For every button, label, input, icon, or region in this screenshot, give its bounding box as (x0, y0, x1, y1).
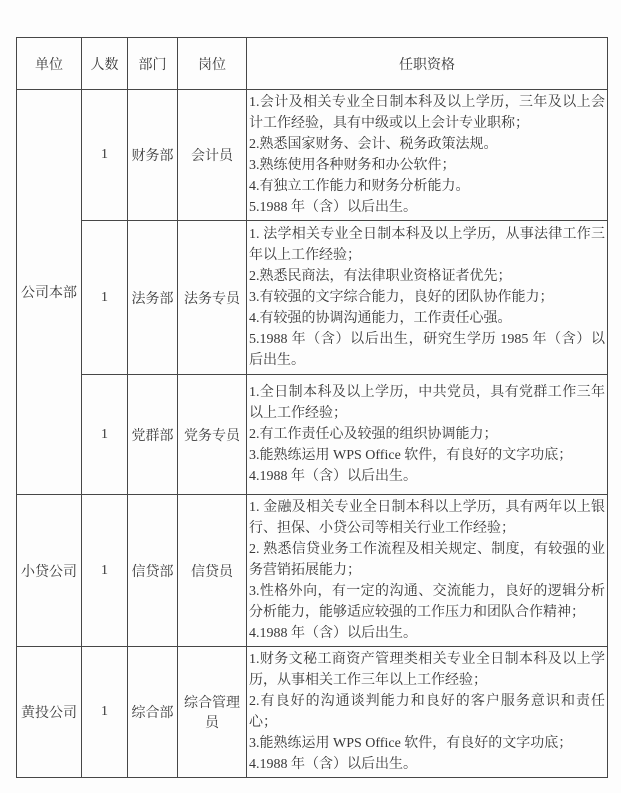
count-cell: 1 (82, 221, 128, 375)
qualification-item: 5.1988 年（含）以后出生，研究生学历 1985 年（含）以后出生。 (249, 332, 605, 368)
post-cell: 综合管理员 (178, 647, 247, 778)
dept-cell: 法务部 (128, 221, 178, 375)
qualification-item: 1. 金融及相关专业全日制本科以上学历，具有两年以上银行、担保、小贷公司等相关行业工作经验； (249, 500, 605, 536)
unit-cell-company-hq: 公司本部 (17, 90, 82, 495)
post-cell: 党务专员 (178, 375, 247, 495)
table-row-legal (17, 221, 608, 375)
dept-cell: 财务部 (128, 90, 178, 221)
qualification-item: 3.能熟练运用 WPS Office 软件，有良好的文字功底； (249, 448, 573, 463)
table-row-accountant (17, 90, 608, 221)
dept-cell: 综合部 (128, 647, 178, 778)
col-header-count: 人数 (82, 38, 128, 90)
post-cell: 会计员 (178, 90, 247, 221)
qualification-item: 4.有独立工作能力和财务分析能力。 (249, 179, 470, 194)
dept-cell: 党群部 (128, 375, 178, 495)
qualifications-cell (247, 90, 608, 221)
qualification-item: 4.1988 年（含）以后出生。 (249, 757, 417, 772)
qualification-item: 3.性格外向，有一定的沟通、交流能力，良好的逻辑分析分析能力，能够适应较强的工作压力和团队合作精神； (249, 584, 605, 620)
qualifications-cell (247, 495, 608, 647)
col-header-post: 岗位 (178, 38, 247, 90)
qualifications-cell (247, 221, 608, 375)
qualification-item: 1.会计及相关专业全日制本科及以上学历，三年及以上会计工作经验，具有中级或以上会计专业职称； (249, 95, 605, 131)
post-cell: 法务专员 (178, 221, 247, 375)
qualification-item: 4.有较强的协调沟通能力，工作责任心强。 (249, 311, 512, 326)
recruitment-table (16, 37, 608, 778)
qualification-item: 5.1988 年（含）以后出生。 (249, 200, 417, 215)
table-row-party (17, 375, 608, 495)
count-cell: 1 (82, 495, 128, 647)
qualification-item: 2.有工作责任心及较强的组织协调能力； (249, 427, 498, 442)
col-header-qualifications: 任职资格 (247, 38, 608, 90)
qualifications-cell (247, 375, 608, 495)
qualification-item: 4.1988 年（含）以后出生。 (249, 626, 417, 641)
qualification-item: 1.全日制本科及以上学历，中共党员，具有党群工作三年以上工作经验； (249, 385, 605, 421)
col-header-dept: 部门 (128, 38, 178, 90)
dept-cell: 信贷部 (128, 495, 178, 647)
header-row (17, 38, 608, 90)
qualification-item: 4.1988 年（含）以后出生。 (249, 469, 417, 484)
qualification-item: 3.熟练使用各种财务和办公软件； (249, 158, 456, 173)
count-cell: 1 (82, 90, 128, 221)
qualifications-cell (247, 647, 608, 778)
qualification-item: 1. 法学相关专业全日制本科及以上学历，从事法律工作三年以上工作经验； (249, 227, 605, 263)
qualification-item: 2.熟悉民商法，有法律职业资格证者优先； (249, 269, 512, 284)
table-row-admin (17, 647, 608, 778)
qualification-item: 2.有良好的沟通谈判能力和良好的客户服务意识和责任心； (249, 694, 605, 730)
unit-cell-microloan: 小贷公司 (17, 495, 82, 647)
table-row-credit (17, 495, 608, 647)
qualification-item: 1.财务文秘工商资产管理类相关专业全日制本科及以上学历，从事相关工作三年以上工作经验； (249, 652, 605, 688)
post-cell: 信贷员 (178, 495, 247, 647)
qualification-item: 2. 熟悉信贷业务工作流程及相关规定、制度，有较强的业务营销拓展能力； (249, 542, 605, 578)
col-header-unit: 单位 (17, 38, 82, 90)
qualification-item: 2.熟悉国家财务、会计、税务政策法规。 (249, 137, 498, 152)
count-cell: 1 (82, 375, 128, 495)
count-cell: 1 (82, 647, 128, 778)
unit-cell-huangtou: 黄投公司 (17, 647, 82, 778)
qualification-item: 3.能熟练运用 WPS Office 软件，有良好的文字功底； (249, 736, 573, 751)
qualification-item: 3.有较强的文字综合能力，良好的团队协作能力； (249, 290, 554, 305)
